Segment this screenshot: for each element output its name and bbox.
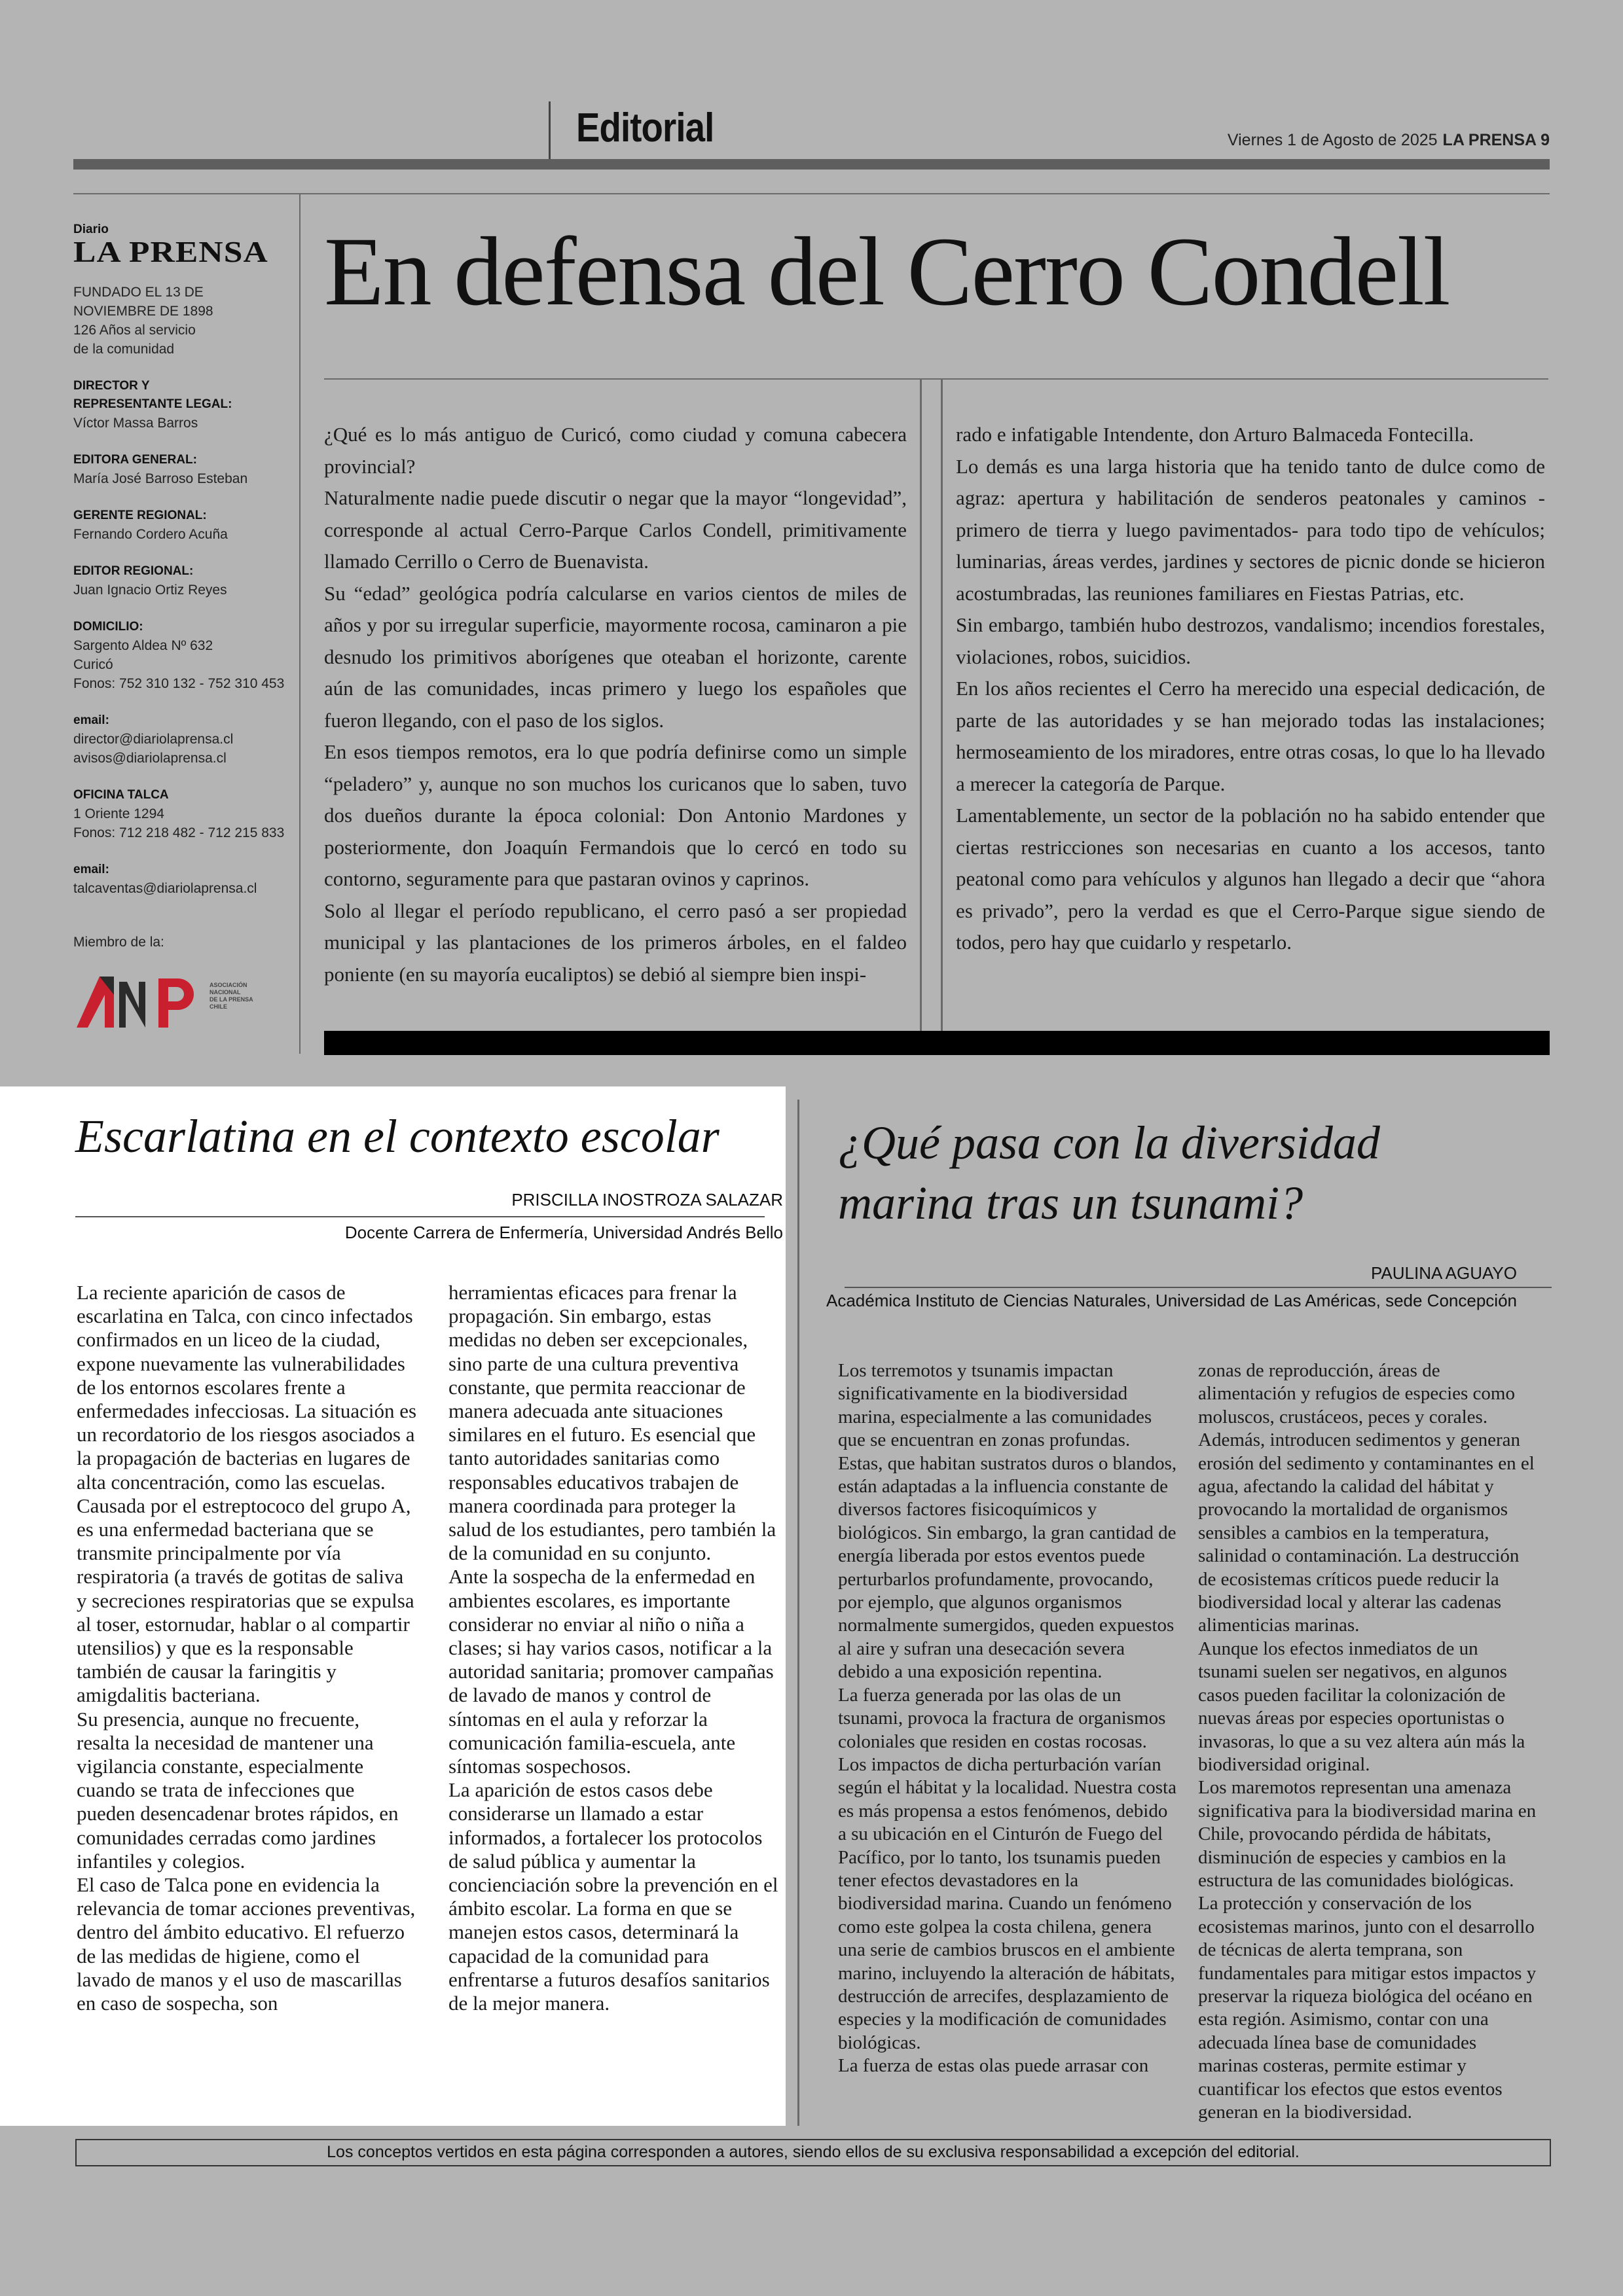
paragraph: Su “edad” geológica podría calcularse en varios cientos de miles de años y por su irregular superficie, mayormente rocosa, caminaron a pie desnudo los primitivos aborígenes que oteaban el horizonte, carente aún de las comunidades, incas primero y luego los españoles que fueron llegando, con el paso de los siglos. — [324, 581, 907, 732]
article-title-line-2: marina tras un tsunami? — [838, 1177, 1304, 1229]
paragraph: En los años recientes el Cerro ha merecido una especial dedicación, de parte de las autoridades y se han mejorado todas las instalaciones; hermoseamiento de los miradores, entre otras cosas, lo que lo ha llevado a merecer la categoría de Parque. — [956, 677, 1545, 795]
staff-detail: NOVIEMBRE DE 1898 — [73, 304, 213, 319]
staff-detail: director@diariolaprensa.cl — [73, 732, 234, 747]
anp-caption-4: CHILE — [210, 1003, 227, 1010]
staff-detail: Sargento Aldea Nº 632 — [73, 638, 213, 653]
masthead-diario: Diario — [73, 223, 109, 236]
article-affiliation: Docente Carrera de Enfermería, Universidad Andrés Bello — [344, 1223, 783, 1242]
editorial-rule — [324, 378, 1548, 380]
paragraph: Lamentablemente, un sector de la población no ha sabido entender que ciertas restricciones son necesarias en cuanto a los accesos, tanto peatonal como para vehículos y algunos han llegado a decir que “ahora es privado”, pero la verdad es que el Cerro-Parque sigue siendo de todos, pero hay que cuidarlo y respetarlo. — [956, 804, 1545, 954]
article-column-1 — [77, 1281, 417, 2015]
member-label: Miembro de la: — [73, 935, 164, 950]
staff-role: EDITORA GENERAL: — [73, 453, 197, 467]
header-bar — [73, 159, 1550, 170]
staff-role: EDITOR REGIONAL: — [73, 564, 194, 578]
article-author: PAULINA AGUAYO — [1370, 1263, 1517, 1283]
paragraph: Los maremotos representan una amenaza significativa para la biodiversidad marina en Chile, provocando pérdida de hábitats, disminución de especies y cambios en la estructura de las comunidades biológicas. La protección y conservación de los ecosistemas marinos, junto con el desarrollo de técnicas de alerta temprana, son fundamentales para mitigar estos impactos y preservar la riqueza biológica del océano en esta región. Asimismo, contar con una adecuada línea base de comunidades marinas costeras, permite estimar y cuantificar los efectos que estos eventos generan en la biodiversidad. — [1198, 1777, 1537, 2123]
paragraph: Aunque los efectos inmediatos de un tsunami suelen ser negativos, en algunos casos pueden facilitar la colonización de nuevas áreas por especies oportunistas o invasoras, lo que a su vez altera aún más la biodiversidad original. — [1198, 1638, 1525, 1775]
issue-date: Viernes 1 de Agosto de 2025 — [1227, 131, 1438, 149]
anp-logo — [73, 969, 270, 1034]
staff-role: email: — [73, 863, 109, 876]
paragraph: La fuerza generada por las olas de un tsunami, provoca la fractura de organismos coloniales que residen en costas rocosas. Los impactos de dicha perturbación varían según el hábitat y la localidad. Nuestra costa es más propensa a estos fenómenos, debido a su ubicación en el Cinturón de Fuego del Pacífico, por lo tanto, los tsunamis pueden tener efectos devastadores en la biodiversidad marina. Cuando un fenómeno como este golpea la costa chilena, genera una serie de cambios bruscos en el ambiente marino, incluyendo la alteración de hábitats, destrucción de arrecifes, desplazamiento de especies y la modificación de comunidades biológicas. — [838, 1684, 1176, 2053]
section-title: Editorial — [576, 105, 714, 151]
paragraph: Ante la sospecha de la enfermedad en ambientes escolares, es importante considerar no enviar al niño o niña a clases; si hay varios casos, notificar a la autoridad sanitaria; promover campañas de lavado de manos y control de síntomas en el aula y reforzar la comunicación familia-escuela, ante síntomas sospechosos. — [448, 1565, 774, 1778]
staff-detail: María José Barroso Esteban — [73, 471, 248, 486]
paragraph: zonas de reproducción, áreas de alimentación y refugios de especies como moluscos, crustáceos, peces y corales. Además, introducen sedimentos y generan erosión del sedimento y contaminantes en el agua, afectando la calidad del hábitat y provocando la mortalidad de organismos sensibles a cambios en la temperatura, salinidad o contaminación. La destrucción de ecosistemas críticos puede reducir la biodiversidad local y alterar las cadenas alimenticias marinas. — [1198, 1360, 1535, 1636]
staff-detail: 126 Años al servicio — [73, 323, 196, 338]
paragraph: La reciente aparición de casos de escarlatina en Talca, con cinco infectados confirmados en un liceo de la ciudad, expone nuevamente las vulnerabilidades de los entornos escolares frente a enfermedades infecciosas. La situación es un recordatorio de los riesgos asociados a la propagación de bacterias en lugares de alta concentración, como las escuelas. — [77, 1281, 417, 1494]
paragraph: La fuerza de estas olas puede arrasar con — [838, 2055, 1149, 2077]
paragraph: rado e infatigable Intendente, don Arturo Balmaceda Fontecilla. — [956, 423, 1474, 446]
staff-detail: avisos@diariolaprensa.cl — [73, 751, 227, 766]
staff-detail: Fernando Cordero Acuña — [73, 527, 228, 542]
staff-detail: FUNDADO EL 13 DE — [73, 285, 204, 300]
staff-role: DIRECTOR Y — [73, 379, 150, 393]
article-affiliation: Académica Instituto de Ciencias Naturales, Universidad de Las Américas, sede Concepción — [826, 1291, 1517, 1310]
paragraph: Su presencia, aunque no frecuente, resalta la necesidad de mantener una vigilancia constante, especialmente cuando se trata de infecciones que pueden desencadenar brotes rápidos, en comunidades cerradas como jardines infantiles y colegios. — [77, 1707, 399, 1873]
staff-detail: de la comunidad — [73, 342, 175, 357]
article-author: PRISCILLA INOSTROZA SALAZAR — [511, 1190, 783, 1210]
column-divider — [920, 378, 922, 1033]
editorial-column-2 — [956, 419, 1545, 959]
paragraph: En esos tiempos remotos, era lo que podría definirse como un simple “peladero” y, aunque no son muchos los curicanos que lo saben, tuvo dos dueños durante la época colonial: Don Antonio Mardones y posteriormente, don Joaquín Fermandois que lo cercó en todo su contorno, seguramente para que pastaran ovinos y caprinos. — [324, 740, 907, 890]
anp-caption-3: DE LA PRENSA — [210, 996, 253, 1003]
masthead-info — [73, 283, 296, 898]
byline-rule — [75, 1216, 765, 1217]
paragraph: ¿Qué es lo más antiguo de Curicó, como ciudad y comuna cabecera provincial? — [324, 423, 907, 478]
article-title — [838, 1113, 1380, 1233]
footer-disclaimer: Los conceptos vertidos en esta página corresponden a autores, siendo ellos de su exclusiva responsabilidad a excepción del editorial. — [327, 2143, 1300, 2161]
anp-caption-2: NACIONAL — [210, 989, 241, 996]
paragraph: Los terremotos y tsunamis impactan significativamente en la biodiversidad marina, especialmente a las comunidades que se encuentran en zonas profundas. Estas, que habitan sustratos duros o blandos, están adaptadas a la influencia constante de diversos factores fisicoquímicos y biológicos. Sin embargo, la gran cantidad de energía liberada por estos eventos puede perturbarlos profundamente, provocando, por ejemplo, que algunos organismos normalmente sumergidos, queden expuestos al aire y sufran una desecación severa debido a una exposición repentina. — [838, 1360, 1177, 1683]
sidebar-top-rule — [73, 193, 299, 194]
staff-role: email: — [73, 713, 109, 727]
header-separator — [549, 101, 551, 159]
page-number: LA PRENSA 9 — [1442, 131, 1550, 149]
paragraph: El caso de Talca pone en evidencia la relevancia de tomar acciones preventivas, dentro del ámbito educativo. El refuerzo de las medidas de higiene, como el lavado de manos y el uso de mascarillas en caso de sospecha, son — [77, 1873, 416, 2015]
anp-caption-1: ASOCIACIÓN — [210, 982, 247, 988]
staff-detail: 1 Oriente 1294 — [73, 806, 164, 821]
staff-detail: Víctor Massa Barros — [73, 416, 198, 431]
staff-detail: Juan Ignacio Ortiz Reyes — [73, 583, 227, 598]
staff-detail: Curicó — [73, 657, 113, 672]
article-divider — [797, 1100, 799, 2126]
article-title-line-1: ¿Qué pasa con la diversidad — [838, 1117, 1380, 1169]
paragraph: Sin embargo, también hubo destrozos, vandalismo; incendios forestales, violaciones, robos, suicidios. — [956, 613, 1545, 668]
staff-detail: talcaventas@diariolaprensa.cl — [73, 881, 257, 896]
editorial-headline: En defensa del Cerro Condell — [324, 217, 1450, 326]
article-column-1 — [838, 1359, 1178, 2078]
masthead-logo: LA PRENSA — [73, 235, 268, 268]
column-divider — [941, 378, 943, 1033]
staff-role: DOMICILIO: — [73, 620, 143, 634]
paragraph: herramientas eficaces para frenar la propagación. Sin embargo, estas medidas no deben ser excepcionales, sino parte de una cultura preventiva constante, que permita reaccionar de manera adecuada ante situaciones similares en el futuro. Es esencial que tanto autoridades sanitarias como responsables educativos trabajen de manera coordinada para proteger la salud de los estudiantes, pero también la de la comunidad en su conjunto. — [448, 1281, 776, 1565]
staff-role: REPRESENTANTE LEGAL: — [73, 397, 232, 411]
byline-rule — [845, 1287, 1552, 1288]
paragraph: Causada por el estreptococo del grupo A, es una enfermedad bacteriana que se transmite principalmente por vía respiratoria (a través de gotitas de saliva y secreciones respiratorias que se expulsa al toser, estornudar, hablar o al compartir utensilios) y que es la responsable también de causar la faringitis y amigdalitis bacteriana. — [77, 1494, 414, 1707]
editorial-column-1 — [324, 419, 907, 990]
header-rule — [300, 193, 1550, 194]
staff-detail: Fonos: 752 310 132 - 752 310 453 — [73, 676, 285, 691]
staff-detail: Fonos: 712 218 482 - 712 215 833 — [73, 825, 285, 840]
article-column-2 — [448, 1281, 782, 2015]
paragraph: Naturalmente nadie puede discutir o negar que la mayor “longevidad”, corresponde al actual Cerro-Parque Carlos Condell, primitivamente llamado Cerrillo o Cerro de Buenavista. — [324, 486, 907, 573]
staff-role: GERENTE REGIONAL: — [73, 509, 207, 522]
section-divider-bar — [324, 1031, 1550, 1055]
header-date-line — [1228, 131, 1550, 150]
staff-role: OFICINA TALCA — [73, 788, 169, 802]
paragraph: Lo demás es una larga historia que ha tenido tanto de dulce como de agraz: apertura y habilitación de senderos peatonales y caminos -primero de tierra y luego pavimentados- para todo tipo de vehículos; luminarias, áreas verdes, jardines y sectores de picnic donde se hicieron acostumbradas, las reuniones familiares en Fiestas Patrias, etc. — [956, 454, 1545, 605]
paragraph: Solo al llegar el período republicano, el cerro pasó a ser propiedad municipal y las plantaciones de los primeros árboles, en el faldeo poniente (en su mayoría eucaliptos) se debió al siempre bien inspi- — [324, 899, 907, 986]
paragraph: La aparición de estos casos debe considerarse un llamado a estar informados, a fortalecer los protocolos de salud pública y aumentar la concienciación sobre la prevención en el ámbito escolar. La forma en que se manejen estos casos, determinará la capacidad de la comunidad para enfrentarse a futuros desafíos sanitarios de la mejor manera. — [448, 1778, 778, 2015]
article-title: Escarlatina en el contexto escolar — [75, 1110, 720, 1162]
article-column-2 — [1198, 1359, 1539, 2124]
